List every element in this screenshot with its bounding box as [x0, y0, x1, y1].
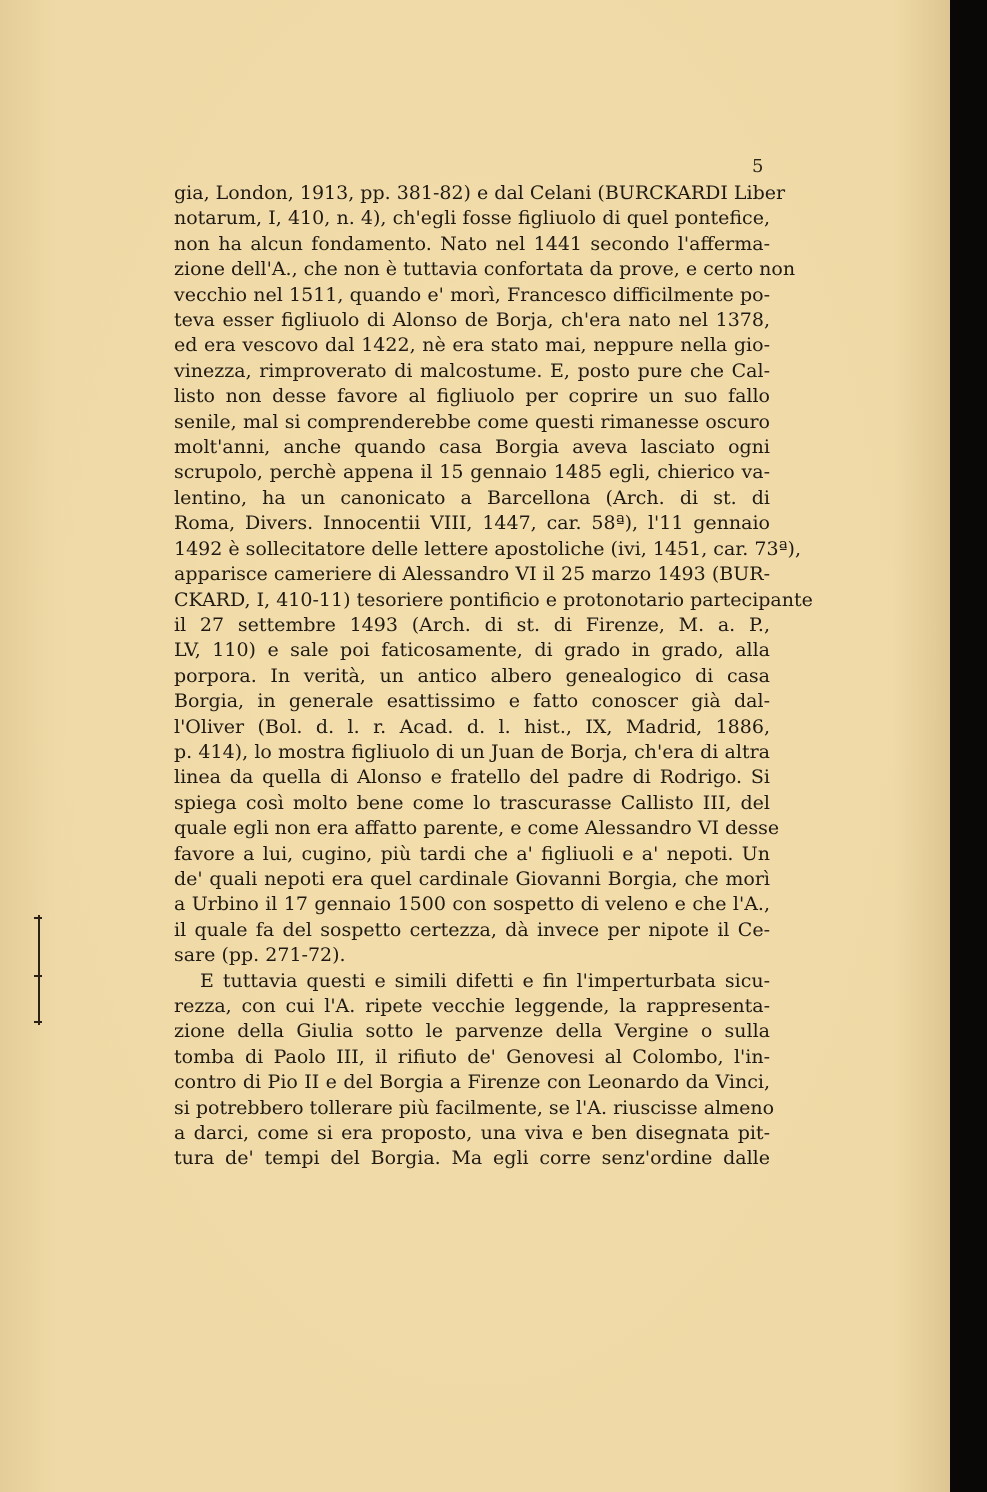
binding-tick — [34, 1021, 42, 1023]
text-line: a Urbino il 17 gennaio 1500 con sospetto di veleno e che l'A., — [174, 893, 770, 916]
text-line: p. 414), lo mostra figliuolo di un Juan de Borja, ch'era di altra — [174, 740, 770, 763]
text-line: tura de' tempi del Borgia. Ma egli corre senz'ordine dalle — [174, 1147, 770, 1170]
text-line: linea da quella di Alonso e fratello del padre di Rodrigo. Si — [174, 766, 770, 789]
text-line: scrupolo, perchè appena il 15 gennaio 1485 egli, chierico va- — [174, 461, 770, 484]
text-line: Borgia, in generale esattissimo e fatto conoscer già dal- — [174, 690, 770, 713]
text-line: sare (pp. 271-72). — [174, 944, 346, 967]
text-line: gia, London, 1913, pp. 381-82) e dal Celani (BURCKARDI Liber — [174, 182, 786, 204]
page-number: 5 — [752, 156, 764, 177]
text-line: il 27 settembre 1493 (Arch. di st. di Firenze, M. a. P., — [174, 613, 770, 636]
text-line: porpora. In verità, un antico albero genealogico di casa — [174, 664, 770, 687]
text-line: molt'anni, anche quando casa Borgia aveva lasciato ogni — [174, 436, 770, 459]
text-line: de' quali nepoti era quel cardinale Giovanni Borgia, che morì — [174, 867, 770, 890]
text-line: spiega così molto bene come lo trascurasse Callisto III, del — [174, 791, 770, 814]
text-line: favore a lui, cugino, più tardi che a' figliuoli e a' nepoti. Un — [174, 842, 770, 865]
text-line: apparisce cameriere di Alessandro VI il 25 marzo 1493 (BUR- — [174, 563, 770, 586]
text-line: quale egli non era affatto parente, e come Alessandro VI desse — [174, 817, 780, 840]
text-line: lentino, ha un canonicato a Barcellona (Arch. di st. di — [174, 486, 770, 509]
text-line: LV, 110) e sale poi faticosamente, di grado in grado, alla — [174, 639, 770, 662]
text-line: listo non desse favore al figliuolo per coprire un suo fallo — [174, 385, 770, 408]
text-line: teva esser figliuolo di Alonso de Borja, ch'era nato nel 1378, — [174, 309, 770, 332]
text-line: CKARD, I, 410-11) tesoriere pontificio e protonotario partecipante — [174, 588, 813, 611]
text-line: ed era vescovo dal 1422, nè era stato mai, neppure nella gio- — [174, 334, 770, 357]
text-line: vinezza, rimproverato di malcostume. E, posto pure che Cal- — [174, 359, 770, 382]
text-line: rezza, con cui l'A. ripete vecchie leggende, la rappresenta- — [174, 995, 770, 1017]
body-text — [174, 181, 813, 1172]
text-line: zione dell'A., che non è tuttavia confortata da prove, e certo non — [174, 258, 796, 281]
binding-tick — [34, 917, 42, 919]
text-line: non ha alcun fondamento. Nato nel 1441 secondo l'afferma- — [174, 232, 770, 255]
text-line: notarum, I, 410, n. 4), ch'egli fosse figliuolo di quel pontefice, — [174, 207, 770, 230]
text-line: senile, mal si comprenderebbe come questi rimanesse oscuro — [174, 410, 770, 433]
text-line: Roma, Divers. Innocentii VIII, 1447, car. 58ª), l'11 gennaio — [174, 512, 770, 535]
text-line: a darci, come si era proposto, una viva e ben disegnata pit- — [174, 1122, 770, 1145]
text-line: E tuttavia questi e simili difetti e fin l'imperturbata sicu- — [200, 969, 770, 992]
text-line: vecchio nel 1511, quando e' morì, Francesco difficilmente po- — [174, 283, 770, 306]
binding-thread-mark — [32, 915, 44, 1025]
text-line: contro di Pio II e del Borgia a Firenze con Leonardo da Vinci, — [174, 1071, 770, 1094]
text-line: il quale fa del sospetto certezza, dà invece per nipote il Ce- — [174, 918, 770, 941]
text-line: 1492 è sollecitatore delle lettere apostoliche (ivi, 1451, car. 73ª), — [174, 537, 802, 560]
text-line: si potrebbero tollerare più facilmente, se l'A. riuscisse almeno — [174, 1096, 775, 1119]
text-line: tomba di Paolo III, il rifiuto de' Genovesi al Colombo, l'in- — [174, 1045, 770, 1068]
binding-tick — [34, 975, 42, 977]
scan-edge-shadow — [950, 0, 987, 1492]
text-line: zione della Giulia sotto le parvenze della Vergine o sulla — [174, 1020, 770, 1043]
binding-stroke — [38, 915, 40, 1025]
text-line: l'Oliver (Bol. d. l. r. Acad. d. l. hist., IX, Madrid, 1886, — [174, 715, 770, 738]
